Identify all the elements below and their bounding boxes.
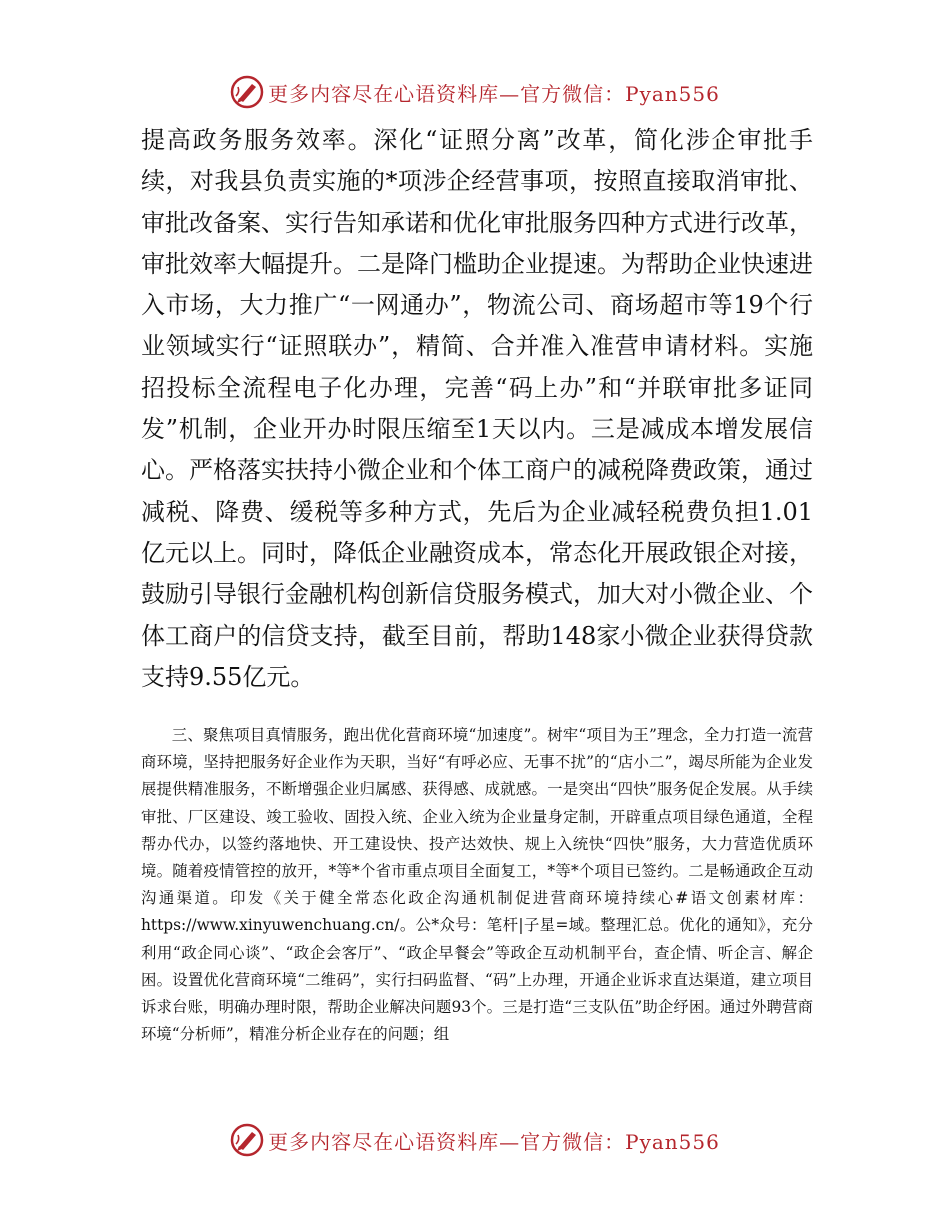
watermark-banner-top (0, 72, 950, 112)
watermark-banner-bottom (0, 1120, 950, 1160)
pen-on-paper-logo-icon (230, 1123, 264, 1157)
section-three-paragraph: 三、聚焦项目真情服务，跑出优化营商环境“加速度”。树牢“项目为王”理念，全力打造一流营商环境，坚持把服务好企业作为天职，当好“有呼必应、无事不扰”的“店小二”，竭尽所能为企业发展提供精准服务，不断增强企业归属感、获得感、成就感。一是突出“四快”服务促企发展。从手续审批、厂区建设、竣工验收、固投入统、企业入统为企业量身定制，开辟重点项目绿色通道，全程帮办代办，以签约落地快、开工建设快、投产达效快、规上入统快“四快”服务，大力营造优质环境。随着疫情管控的放开，*等*个省市重点项目全面复工，*等*个项目已签约。二是畅通政企互动沟通渠道。印发《关于健全常态化政企沟通机制促进营商环境持续心#语文创素材库：https://www.xinyuwenchuang.cn/。公*众号：笔杆|子星=域。整理汇总。优化的通知》，充分利用“政企同心谈”、“政企会客厅”、“政企早餐会”等政企互动机制平台，查企情、听企言、解企困。设置优化营商环境“二维码”，实行扫码监督、“码”上办理，开通企业诉求直达渠道，建立项目诉求台账，明确办理时限，帮助企业解决问题93个。三是打造“三支队伍”助企纾困。通过外聘营商环境“分析师”，精准分析企业存在的问题；组 (141, 726, 813, 1044)
section-two-paragraph: 提高政务服务效率。深化“证照分离”改革，简化涉企审批手续，对我县负责实施的*项涉企经营事项，按照直接取消审批、审批改备案、实行告知承诺和优化审批服务四种方式进行改革，审批效率大幅提升。二是降门槛助企业提速。为帮助企业快速进入市场，大力推广“一网通办”，物流公司、商场超市等19个行业领域实行“证照联办”，精简、合并准入准营申请材料。实施招投标全流程电子化办理，完善“码上办”和“并联审批多证同发”机制，企业开办时限压缩至1天以内。三是减成本增发展信心。严格落实扶持小微企业和个体工商户的减税降费政策，通过减税、降费、缓税等多种方式，先后为企业减轻税费负担1.01亿元以上。同时，降低企业融资成本，常态化开展政银企对接，鼓励引导银行金融机构创新信贷服务模式，加大对小微企业、个体工商户的信贷支持，截至目前，帮助148家小微企业获得贷款支持9.55亿元。 (141, 126, 813, 691)
watermark-text: 更多内容尽在心语资料库—官方微信：Pyan556 (268, 1129, 720, 1154)
watermark-text: 更多内容尽在心语资料库—官方微信：Pyan556 (268, 81, 720, 106)
pen-on-paper-logo-icon (230, 75, 264, 109)
